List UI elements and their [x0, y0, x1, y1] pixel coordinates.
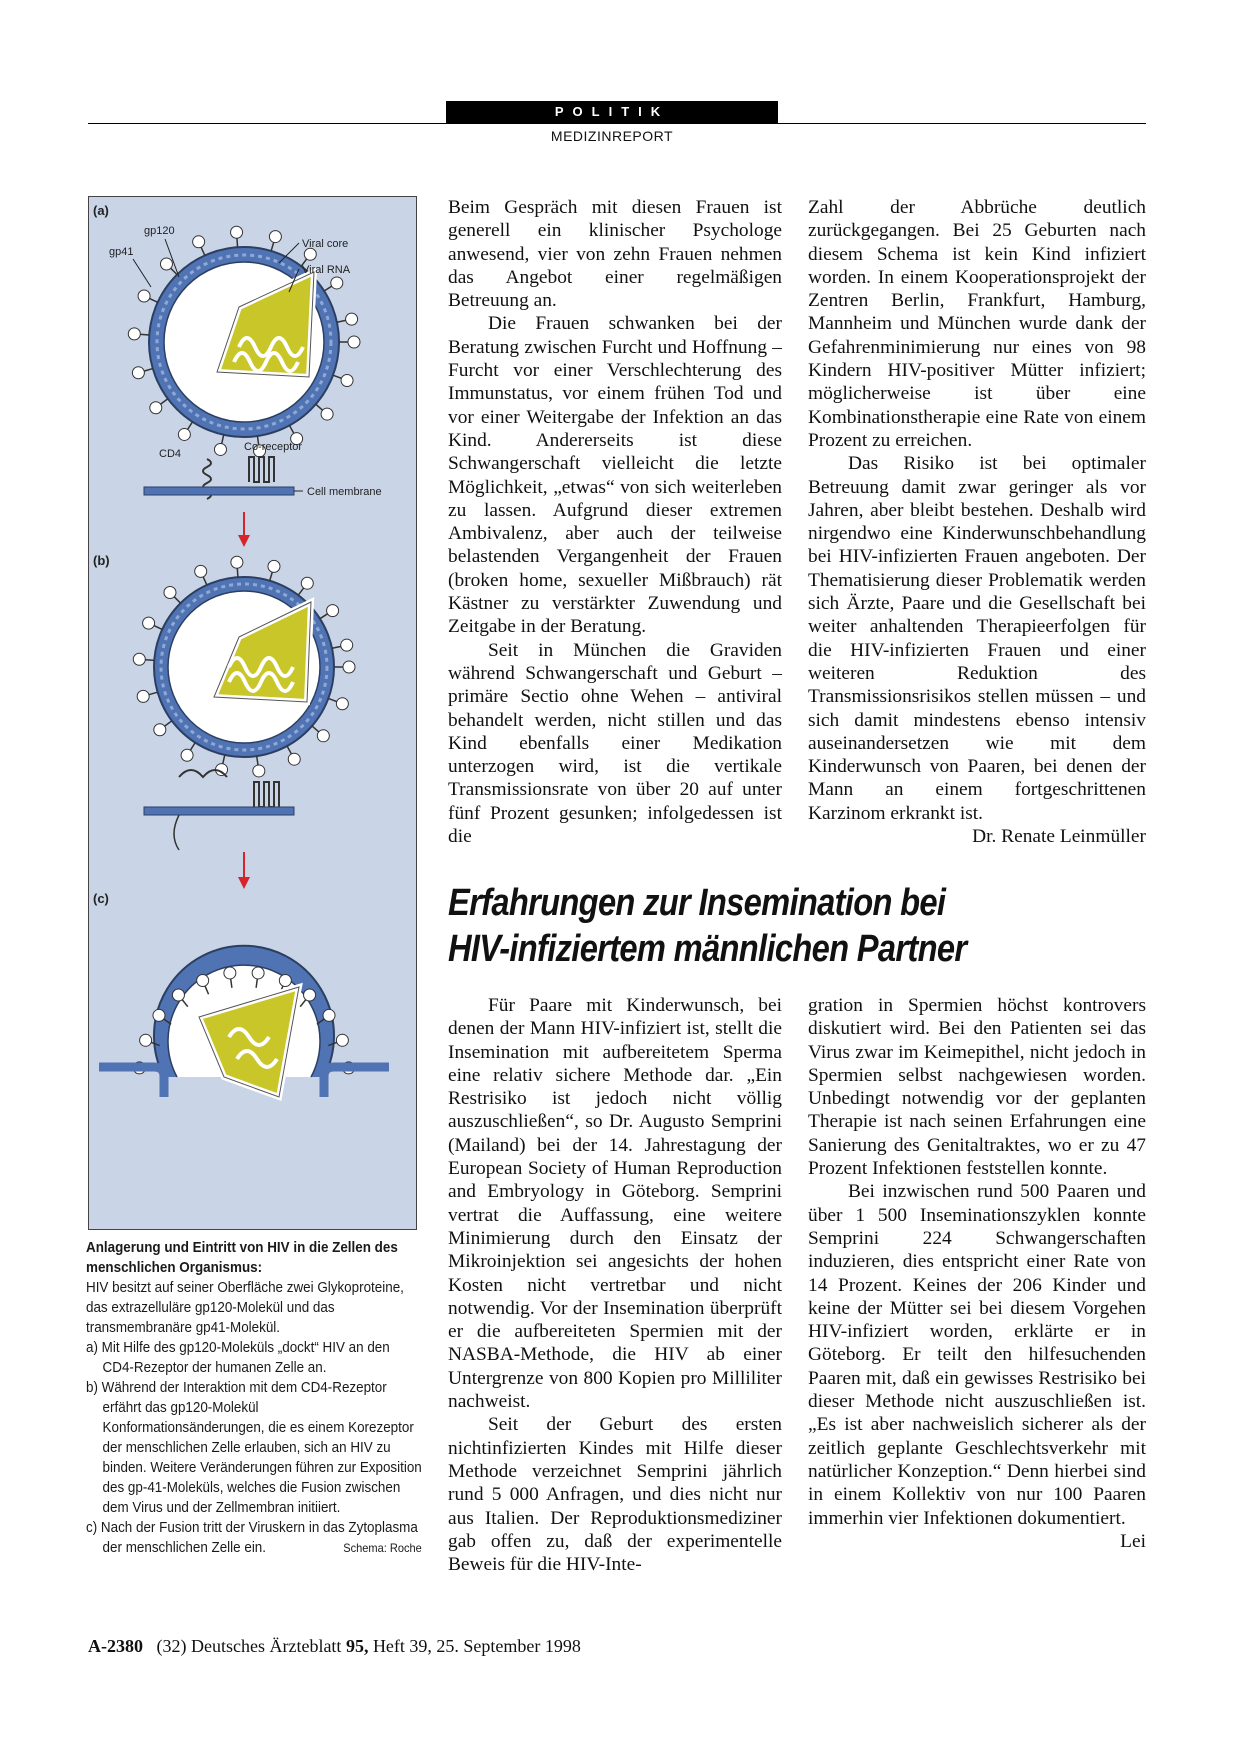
author-signature: Lei [1120, 1530, 1146, 1552]
signature-line [808, 825, 1146, 848]
gp120-knob [181, 749, 193, 761]
page-footer [88, 1636, 581, 1657]
paragraph: Die Frauen schwanken bei der Beratung zwischen Furcht und Hoffnung – Furcht vor einer Verschlechterung des Immunstatus, vor einem frühen Tod und vor einer Weitergabe der Infektion an das Kind. Andererseits ist diese Schwangerschaft vielleicht die letzte Möglichkeit, „etwas“ von sich weiterleben zu lassen. Aufgrund dieser extremen Ambivalenz, aber auch der teilweise belastenden Vergangenheit der Frauen (broken home, sexueller Mißbrauch) rät Kästner zu verstärkter Zuwendung und Zeitgabe in der Beratung. [448, 313, 782, 638]
gp120-knob [288, 753, 300, 765]
author-signature: Dr. Renate Leinmüller [972, 826, 1146, 848]
paragraph: gration in Spermien höchst kontrovers diskutiert wird. Bei den Patienten sei das Virus zwar im Keimepithel, nicht jedoch in Spermien selbst nachgewiesen worden. Unbedingt notwendig vor der geplanten Therapie ist nach seinen Erfahrungen eine Sanierung des Genitaltraktes, wo er zu 47 Prozent Infektionen feststellen konnte. [808, 995, 1146, 1180]
header-rule [88, 123, 1146, 124]
spike-stem [333, 375, 342, 378]
gp120-knob [348, 336, 360, 348]
spike-stem [153, 625, 162, 629]
figure-caption [86, 1238, 422, 1558]
gp120-knob [231, 556, 243, 568]
panel-label-a: (a) [93, 203, 109, 218]
spike-stem [223, 755, 225, 765]
virus-b [133, 556, 355, 777]
paragraph: Bei inzwischen rund 500 Paaren und über 1 500 Inseminationszyklen konnte Semprini 224 Schwangerschaften induzieren, dies entspricht einer Rate von 14 Prozent. Keines der 206 Kinder und keine der Mütter sei bei diesem Vorgehen HIV-infiziert worden, erklärte er in Göteborg. Er teilt den hilfesuchenden Paaren mit, daß ein gewisses Restrisiko bei dieser Methode nicht auszuschließen ist. „Es ist aber nachweislich sicherer als der zeitlich geplante Geschlechtsverkehr mit natürlicher Konzeption.“ Denn hierbei sind in einem Kollektiv von nur 100 Paaren immerhin vier Infektionen dokumentiert. [808, 1181, 1146, 1529]
gp120-knob [132, 367, 144, 379]
label-gp120: gp120 [144, 225, 175, 237]
spike-stem [287, 746, 292, 755]
spike-stem [316, 404, 324, 411]
gp120-knob [304, 248, 316, 260]
gp120-knob [346, 313, 358, 325]
label-cell-membrane: Cell membrane [307, 486, 382, 498]
gp120-knob [224, 967, 236, 979]
gp120-knob [323, 1009, 335, 1021]
page-code: A-2380 [88, 1636, 143, 1656]
paragraph: Das Risiko ist bei optimaler Betreuung damit zwar geringer als vor Jahren, aber bleibt bestehen. Deshalb wird nirgendwo eine Kinderwunschbehandlung bei HIV-infizierten Frauen angeboten. Der Thematisierung dieser Problematik werden sich Ärzte, Paare und die Gesellschaft bei weiter anhaltenden Therapieerfolgen für die HIV-infizierten Frauen und einer weiteren Reduktion des Transmissionsrisikos stellen müssen – und sich damit mindestens ebenso intensiv auseinandersetzen wie mit dem Kinderwunsch von Paaren, bei denen der Mann an einem fortgeschrittenen Karzinom erkrankt ist. [808, 453, 1146, 824]
gp120-knob [321, 408, 333, 420]
hiv-entry-figure [88, 196, 417, 1230]
spike-stem [148, 692, 158, 695]
gp120-knob [252, 967, 264, 979]
gp120-knob [172, 989, 184, 1001]
gp120-knob [341, 639, 353, 651]
figure-credit: Schema: Roche [343, 1541, 422, 1555]
paragraph: Seit der Geburt des ersten nichtinfizierten Kindes mit Hilfe dieser Methode verzeichnet Semprini jährlich rund 5 000 Anfragen, und dies nicht nur aus Italien. Der Reproduktionsmediziner gab offen zu, daß der experimentelle Beweis für die HIV-Inte- [448, 1414, 782, 1576]
gp120-knob [336, 698, 348, 710]
caption-item-a: a) Mit Hilfe des gp120-Moleküls „dockt“ HIV an den CD4-Rezeptor der humanen Zelle an. [86, 1340, 390, 1376]
spike-stem [237, 567, 238, 577]
spike-stem [312, 726, 320, 733]
article1-column-2 [448, 196, 782, 848]
article1-column-3 [808, 196, 1146, 848]
caption-item-b: b) Während der Interaktion mit dem CD4-Rezeptor erfährt das gp120-Molekül Konformationsänderungen, die es einem Korezeptor der menschlichen Zelle erlauben, sich an HIV zu binden. Weitere Veränderungen führen zur Exposition des gp-41-Moleküls, welches die Fusion zwischen dem Virus und der Zellmembran initiiert. [86, 1380, 422, 1516]
gp120-knob [138, 290, 150, 302]
spike-stem [328, 698, 337, 701]
gp120-knob [317, 730, 329, 742]
gp120-knob [153, 1009, 165, 1021]
spike-stem [174, 596, 181, 603]
gp120-knob [214, 443, 226, 455]
panel-label-c: (c) [93, 891, 109, 906]
paragraph: Zahl der Abbrüche deutlich zurückgegangen. Bei 25 Geburten nach diesem Schema ist kein Kind infiziert worden. In einem Kooperationsprojekt der Zentren Berlin, Frankfurt, Hamburg, Mannheim und München wurde dank der Gefahrenminimierung nur eines von 98 Kindern HIV-positiver Mütter infiziert; möglicherweise ist über eine Kombinationstherapie eine Rate von einem Prozent zu erreichen. [808, 197, 1146, 451]
spike-stem [143, 369, 153, 372]
gp120-knob [154, 724, 166, 736]
virus-a [128, 226, 360, 457]
panel-label-b: (b) [93, 553, 110, 568]
paragraph: Seit in München die Graviden während Schwangerschaft und Geburt – primäre Sectio ohne Wehen – antiviral behandelt werden, nicht stillen und das Kind ebenfalls einer Medikation unterzogen wird, ist die vertikale Transmissionsrate von über 20 auf unter fünf Prozent gesunken; infolgedessen ist die [448, 639, 782, 848]
spike-stem [149, 298, 158, 302]
label-co-receptor: Co-receptor [244, 441, 303, 453]
gp120-knob [279, 974, 291, 986]
gp120-knob [343, 661, 355, 673]
footer-text: (32) Deutsches Ärzteblatt 95, Heft 39, 25. September 1998 [156, 1636, 581, 1656]
gp120-knob [160, 258, 172, 270]
gp120-knob [128, 328, 140, 340]
caption-intro: HIV besitzt auf seiner Oberfläche zwei Glykoproteine, das extrazelluläre gp120-Molekül und das transmembranäre gp41-Molekül. [86, 1280, 404, 1336]
gp120-knob [137, 690, 149, 702]
gp120-knob [341, 374, 353, 386]
gp120-knob [197, 974, 209, 986]
gp120-knob [304, 989, 316, 1001]
spike-stem [332, 646, 342, 648]
label-cd4: CD4 [159, 448, 182, 460]
gp120-knob [327, 605, 339, 617]
spike-stem [289, 425, 294, 434]
headline-line-1: Erfahrungen zur Insemination bei [448, 882, 946, 924]
label-viral-core: Viral core [302, 238, 349, 250]
gp120-knob [150, 402, 162, 414]
gp120-knob [178, 428, 190, 440]
gp120-knob [331, 277, 343, 289]
gp120-knob [253, 765, 265, 777]
spike-stem [257, 756, 258, 766]
gp120-knob [195, 565, 207, 577]
paragraph: Beim Gespräch mit diesen Frauen ist generell ein klinischer Psychologe anwesend, vier von zehn Frauen nehmen das Angebot einer regelmäßigen Betreuung an. [448, 197, 782, 312]
gp120-knob [193, 236, 205, 248]
gp120-knob [140, 1034, 152, 1046]
section-label: POLITIK [446, 101, 778, 123]
subsection-label: MEDIZINREPORT [550, 128, 674, 144]
spike-stem [320, 613, 328, 618]
paragraph: Für Paare mit Kinderwunsch, bei denen der Mann HIV-infiziert ist, stellt die Insemination mit aufbereitetem Sperma eine relativ sichere Methode dar. „Ein Restrisiko ist jedoch nicht völlig auszuschließen“, so Dr. Augusto Semprini (Mailand) bei der 14. Jahrestagung der European Society of Human Reproduction and Embryology in Göteborg. Semprini vertrat die Auffassung, eine weitere Minimierung durch den Einsatz der Mikroinjektion sei angesichts der hohen Kosten nicht vertretbar und nicht notwendig. Vor der Insemination überprüft er die aufbereiteten Spermien mit der NASBA-Methode, die HIV ab einer Untergrenze von 800 Kopien pro Milliliter nachweist. [448, 995, 782, 1413]
gp120-knob [301, 577, 313, 589]
article-headline [448, 880, 1136, 972]
gp120-knob [231, 226, 243, 238]
gp120-knob [143, 617, 155, 629]
headline-line-2: HIV-infiziertem männlichen Partner [448, 928, 967, 970]
virus-c-fusion [99, 946, 389, 1097]
gp120-knob [269, 231, 281, 243]
article2-column-2 [448, 994, 782, 1576]
gp120-knob [268, 560, 280, 572]
gp120-knob [336, 1034, 348, 1046]
spike-stem [139, 334, 149, 335]
article2-column-3 [808, 994, 1146, 1553]
caption-item-c: c) Nach der Fusion tritt der Viruskern in das Zytoplasma der menschlichen Zelle ein. Schema: Roche [86, 1520, 422, 1556]
label-gp41: gp41 [109, 246, 134, 258]
label-viral-rna: Viral RNA [302, 264, 351, 276]
signature-line [808, 1530, 1146, 1553]
gp120-knob [133, 653, 145, 665]
caption-title: Anlagerung und Eintritt von HIV in die Zellen des menschlichen Organismus: [86, 1240, 398, 1276]
gp120-knob [164, 587, 176, 599]
